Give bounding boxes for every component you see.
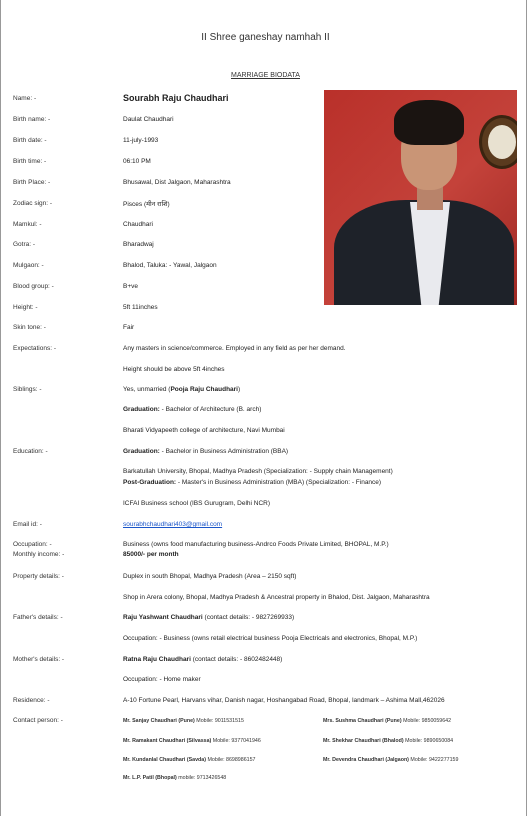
sibling-name: Pooja Raju Chaudhari bbox=[170, 386, 238, 393]
height-label: Height: - bbox=[13, 304, 38, 311]
birth-date-value: 11-july-1993 bbox=[123, 137, 159, 144]
expectations-label: Expectations: - bbox=[13, 345, 56, 352]
mamkul-value: Chaudhari bbox=[123, 221, 153, 228]
contact-item: Mr. L.P. Patil (Bhopal) mobile: 9713426548 bbox=[123, 775, 227, 781]
email-label: Email id: - bbox=[13, 521, 42, 528]
father-occupation: Occupation: - Business (owns retail electrical business Pooja Electricals and electronics, Bhopal, M.P.) bbox=[123, 635, 418, 642]
contact-item: Mr. Devendra Chaudhari (Jalgaon) Mobile: 9422277159 bbox=[323, 757, 459, 763]
siblings-label: Siblings: - bbox=[13, 386, 42, 393]
birth-name-value: Daulat Chaudhari bbox=[123, 116, 174, 123]
occupation-label: Occupation: - bbox=[13, 541, 52, 548]
education-graduation: Graduation: - Bachelor in Business Administration (BBA) bbox=[123, 448, 289, 455]
profile-photo bbox=[324, 90, 517, 305]
expectations-line2: Height should be above 5ft 4inches bbox=[123, 366, 225, 373]
birth-time-value: 06:10 PM bbox=[123, 158, 151, 165]
gotra-label: Gotra: - bbox=[13, 241, 36, 248]
birth-date-label: Birth date: - bbox=[13, 137, 47, 144]
mulgaon-value: Bhalod, Taluka: - Yawal, Jalgaon bbox=[123, 262, 217, 269]
contact-item: Mrs. Sushma Chaudhari (Pune) Mobile: 9850059642 bbox=[323, 718, 452, 724]
birth-place-value: Bhusawal, Dist Jalgaon, Maharashtra bbox=[123, 179, 231, 186]
property-label: Property details: - bbox=[13, 573, 64, 580]
zodiac-label: Zodiac sign: - bbox=[13, 200, 53, 207]
wall-clock-graphic bbox=[479, 115, 517, 169]
income-value: 85000/- per month bbox=[123, 551, 179, 558]
mother-name: Ratna Raju Chaudhari bbox=[123, 656, 191, 663]
contact-item: Mr. Kundanlal Chaudhari (Savda) Mobile: 8698986157 bbox=[123, 757, 256, 763]
income-label: Monthly income: - bbox=[13, 551, 65, 558]
skin-tone-value: Fair bbox=[123, 324, 135, 331]
contact-item: Mr. Ramakant Chaudhari (Silvassa) Mobile: 9377041946 bbox=[123, 738, 261, 744]
education-school: ICFAI Business school (IBS Gurugram, Delhi NCR) bbox=[123, 500, 271, 507]
mulgaon-label: Mulgaon: - bbox=[13, 262, 44, 269]
contact-item: Mr. Shekhar Chaudhari (Bhalod) Mobile: 9890650084 bbox=[323, 738, 454, 744]
property-line2: Shop in Arera colony, Bhopal, Madhya Pradesh & Ancestral property in Bhalod, Dist. Jalgaon, Maharashtra bbox=[123, 594, 430, 601]
gotra-value: Bharadwaj bbox=[123, 241, 154, 248]
education-university: Barkatullah University, Bhopal, Madhya Pradesh (Specialization: - Supply chain Management) bbox=[123, 468, 393, 475]
birth-place-label: Birth Place: - bbox=[13, 179, 51, 186]
siblings-value: Yes, unmarried (Pooja Raju Chaudhari) bbox=[123, 386, 241, 393]
contact-item: Mr. Sanjay Chaudhari (Pune) Mobile: 9011531515 bbox=[123, 718, 244, 724]
father-value: Raju Yashwant Chaudhari (contact details: - 9827269933) bbox=[123, 614, 295, 621]
document-heading: MARRIAGE BIODATA bbox=[231, 72, 300, 79]
mother-value: Ratna Raju Chaudhari (contact details: - 8602482448) bbox=[123, 656, 283, 663]
expectations-line1: Any masters in science/commerce. Employed in any field as per her demand. bbox=[123, 345, 346, 352]
blood-group-value: B+ve bbox=[123, 283, 138, 290]
sibling-graduation: Graduation: - Bachelor of Architecture (B. arch) bbox=[123, 406, 262, 413]
contact-person-label: Contact person: - bbox=[13, 717, 63, 724]
email-link[interactable]: sourabhchaudhari403@gmail.com bbox=[123, 521, 223, 528]
education-label: Education: - bbox=[13, 448, 48, 455]
sibling-college: Bharati Vidyapeeth college of architecture, Navi Mumbai bbox=[123, 427, 285, 434]
education-post-graduation: Post-Graduation: - Master's in Business Administration (MBA) (Specialization: - Finance) bbox=[123, 479, 382, 486]
mother-label: Mother's details: - bbox=[13, 656, 65, 663]
blood-group-label: Blood group: - bbox=[13, 283, 54, 290]
invocation-text: II Shree ganeshay namhah II bbox=[201, 32, 330, 43]
birth-name-label: Birth name: - bbox=[13, 116, 51, 123]
height-value: 5ft 11inches bbox=[123, 304, 158, 311]
birth-time-label: Birth time: - bbox=[13, 158, 47, 165]
zodiac-value: Pisces (मीन राशि) bbox=[123, 201, 170, 208]
father-label: Father's details: - bbox=[13, 614, 63, 621]
father-name: Raju Yashwant Chaudhari bbox=[123, 614, 203, 621]
mamkul-label: Mamkul: - bbox=[13, 221, 42, 228]
property-line1: Duplex in south Bhopal, Madhya Pradesh (Area – 2150 sqft) bbox=[123, 573, 297, 580]
mother-occupation: Occupation: - Home maker bbox=[123, 676, 201, 683]
name-value: Sourabh Raju Chaudhari bbox=[123, 93, 229, 103]
skin-tone-label: Skin tone: - bbox=[13, 324, 46, 331]
occupation-value: Business (owns food manufacturing business-Andrco Foods Private Limited, BHOPAL, M.P.) bbox=[123, 541, 389, 548]
residence-label: Residence: - bbox=[13, 697, 50, 704]
name-label: Name: - bbox=[13, 95, 37, 102]
residence-value: A-10 Fortune Pearl, Harvans vihar, Danish nagar, Hoshangabad Road, Bhopal, landmark – Ashima Mall,462026 bbox=[123, 697, 445, 704]
